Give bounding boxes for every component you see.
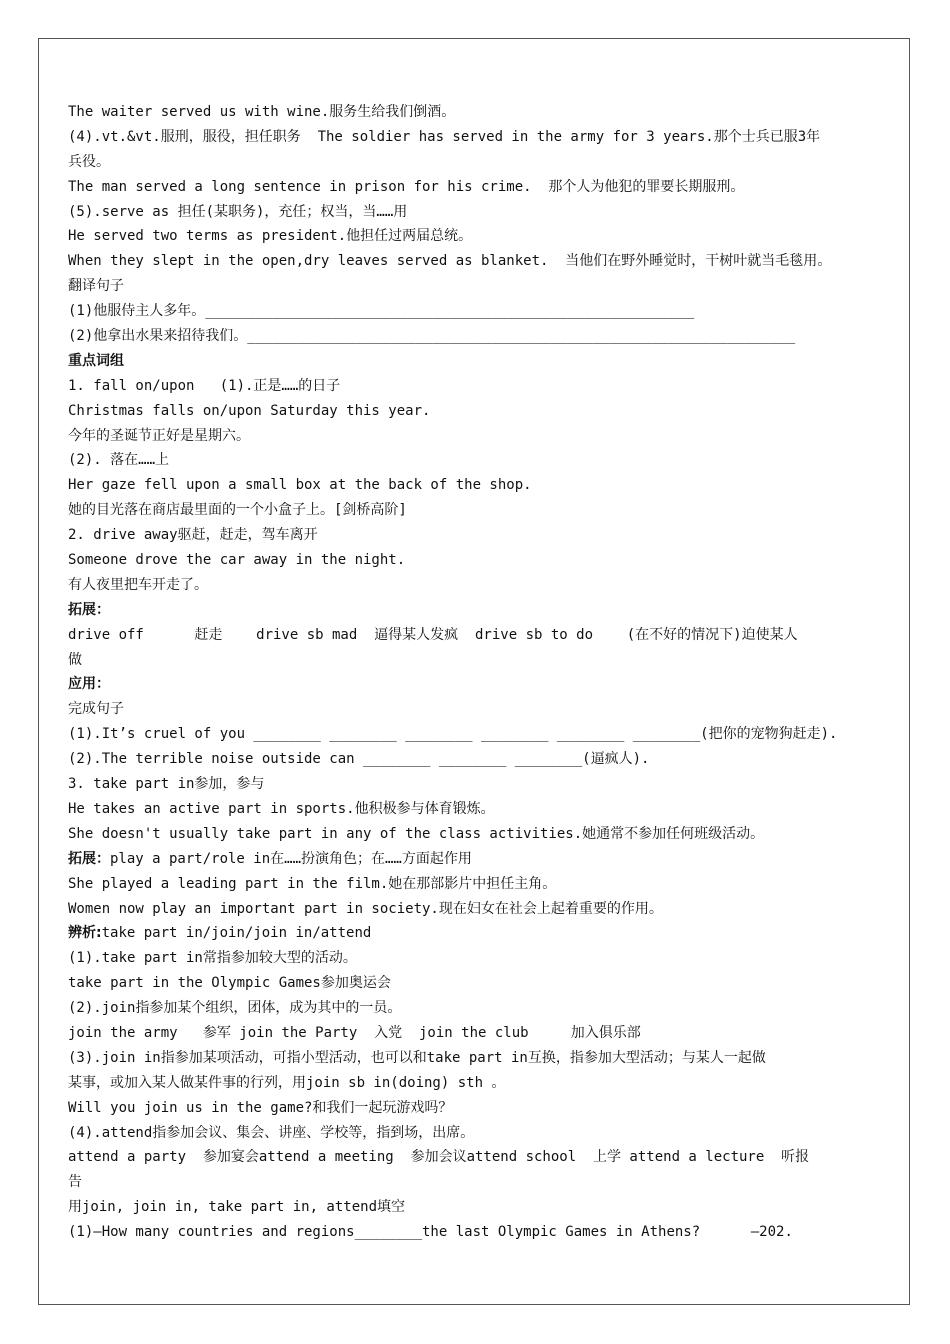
text-line [68, 847, 868, 872]
text-line: (1).take part in常指参加较大型的活动。 [68, 950, 357, 967]
text-line: 翻译句子 [68, 278, 124, 295]
document-body [68, 100, 868, 1245]
text-line: join the army 参军 join the Party 入党 join the club 加入俱乐部 [68, 1024, 641, 1041]
text-line: Her gaze fell upon a small box at the back of the shop. [68, 477, 532, 494]
text-line: The waiter served us with wine.服务生给我们倒酒。 [68, 104, 456, 120]
text-line: 用join, join in, take part in, attend填空 [68, 1199, 406, 1216]
text-line: take part in the Olympic Games参加奥运会 [68, 975, 391, 992]
section-heading: 应用： [68, 676, 110, 693]
text-line: 告 [68, 1174, 82, 1191]
inline-heading: 辨析: [68, 925, 102, 942]
fill-in-line: (2).The terrible noise outside can ________ ________ ________(逼疯人). [68, 751, 650, 768]
section-heading: 拓展： [68, 601, 110, 618]
text-line: (4).vt.&vt.服刑，服役，担任职务 The soldier has served in the army for 3 years.那个士兵已服3年 [68, 128, 821, 145]
fill-in-line: (1).It’s cruel of you ________ ________ ________ ________ ________ ________(把你的宠物狗赶走). [68, 726, 838, 743]
fill-in-line: (1)他服侍主人多年。__________________________________________________________ [68, 303, 695, 320]
text-line: (5).serve as 担任(某职务)，充任；权当，当……用 [68, 203, 408, 220]
text-line: 1. fall on/upon (1).正是……的日子 [68, 377, 341, 394]
fill-in-line: (2)他拿出水果来招待我们。_________________________________________________________________ [68, 328, 796, 345]
text-line: The man served a long sentence in prison for his crime. 那个人为他犯的罪要长期服刑。 [68, 178, 745, 195]
text-line: 某事，或加入某人做某件事的行列，用join sb in(doing) sth 。 [68, 1074, 506, 1091]
section-heading: 重点词组 [68, 352, 124, 369]
text-line: She doesn't usually take part in any of the class activities.她通常不参加任何班级活动。 [68, 825, 765, 842]
text-line: 做 [68, 651, 82, 668]
text-line: He served two terms as president.他担任过两届总统。 [68, 228, 473, 245]
text-line: 3. take part in参加，参与 [68, 776, 265, 793]
text-line: When they slept in the open,dry leaves served as blanket. 当他们在野外睡觉时，干树叶就当毛毯用。 [68, 253, 832, 270]
text-line: 完成句子 [68, 701, 124, 718]
inline-heading: 拓展： [68, 850, 110, 867]
fill-in-line: (1)—How many countries and regions________the last Olympic Games in Athens? —202. [68, 1224, 793, 1241]
text-line: 有人夜里把车开走了。 [68, 576, 208, 593]
text-line: Women now play an important part in society.现在妇女在社会上起着重要的作用。 [68, 900, 663, 917]
text-line: Someone drove the car away in the night. [68, 552, 406, 569]
text-line: attend a party 参加宴会attend a meeting 参加会议attend school 上学 attend a lecture 听报 [68, 1149, 810, 1166]
text-line: He takes an active part in sports.他积极参与体育锻炼。 [68, 800, 495, 817]
text-line: (4).attend指参加会议、集会、讲座、学校等，指到场，出席。 [68, 1124, 475, 1141]
text-line: Will you join us in the game?和我们一起玩游戏吗？ [68, 1099, 453, 1116]
text-line: 2. drive away驱赶，赶走，驾车离开 [68, 527, 318, 544]
text-line: 兵役。 [68, 153, 110, 170]
text-span: play a part/role in在……扮演角色；在……方面起作用 [110, 850, 472, 867]
text-line: (3).join in指参加某项活动，可指小型活动，也可以和take part in互换，指参加大型活动；与某人一起做 [68, 1049, 766, 1066]
text-line: (2). 落在……上 [68, 452, 170, 469]
text-line: drive off 赶走 drive sb mad 逼得某人发疯 drive sb to do (在不好的情况下)迫使某人 [68, 626, 798, 643]
text-line [68, 921, 868, 946]
text-line: 今年的圣诞节正好是星期六。 [68, 427, 250, 444]
text-line: 她的目光落在商店最里面的一个小盒子上。[剑桥高阶] [68, 502, 407, 519]
text-line: She played a leading part in the film.她在那部影片中担任主角。 [68, 875, 557, 892]
text-line: (2).join指参加某个组织，团体，成为其中的一员。 [68, 1000, 402, 1017]
text-span: take part in/join/join in/attend [101, 925, 372, 942]
text-line: Christmas falls on/upon Saturday this year. [68, 402, 431, 419]
